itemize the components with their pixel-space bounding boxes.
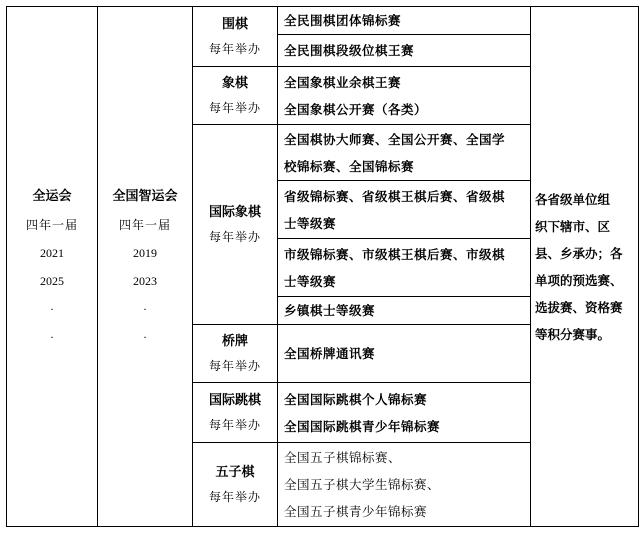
event-line: 全国五子棋锦标赛、 [284, 450, 402, 465]
national-games-title: 全运会 [32, 188, 72, 204]
competition-table [6, 6, 639, 527]
note-line: 单项的预选赛、 [535, 272, 623, 288]
event-cell [278, 67, 531, 125]
category-name: 围棋 [221, 16, 248, 32]
event-line: 全国国际跳棋个人锦标赛 [284, 391, 428, 407]
event-cell [278, 125, 531, 181]
mind-games-title: 全国智运会 [112, 188, 178, 204]
category-frequency: 每年举办 [208, 100, 261, 115]
event-cell [278, 443, 531, 527]
category-bridge [193, 325, 278, 383]
category-frequency: 每年举办 [208, 41, 261, 56]
event-cell [278, 239, 531, 297]
event-line: 士等级赛 [284, 273, 337, 289]
category-weiqi [193, 7, 278, 67]
category-chess [193, 125, 278, 325]
event-line: 全国象棋业余棋王赛 [284, 74, 402, 90]
national-games-year-2: 2025 [40, 273, 64, 288]
note-line: 选拔赛、资格赛 [535, 299, 623, 315]
category-xiangqi [193, 67, 278, 125]
event-line: 省级锦标赛、省级棋王棋后赛、省级棋 [284, 188, 506, 204]
event-cell [278, 181, 531, 239]
category-name: 国际象棋 [208, 204, 261, 220]
event-cell: 全民围棋团体锦标赛 [278, 7, 531, 35]
event-line: 校锦标赛、全国锦标赛 [284, 158, 415, 174]
mind-games-year-1: 2019 [133, 245, 157, 260]
event-line: 全国国际跳棋青少年锦标赛 [284, 418, 441, 434]
event-cell [278, 383, 531, 443]
mind-games-dot-2: · [143, 329, 147, 344]
event-line: 全国棋协大师赛、全国公开赛、全国学 [284, 131, 506, 147]
category-frequency: 每年举办 [208, 358, 261, 373]
event-line: 全国五子棋青少年锦标赛 [284, 504, 428, 519]
category-name: 国际跳棋 [208, 392, 261, 408]
event-line: 士等级赛 [284, 215, 337, 231]
event-cell: 全国桥牌通讯赛 [278, 325, 531, 383]
event-cell: 全民围棋段级位棋王赛 [278, 35, 531, 67]
national-games-dot-1: · [50, 301, 54, 316]
note-line: 各省级单位组 [535, 191, 611, 207]
national-games-cell [7, 7, 98, 527]
category-draughts [193, 383, 278, 443]
category-name: 象棋 [221, 75, 248, 91]
event-line: 全国象棋公开赛（各类） [284, 101, 428, 117]
category-frequency: 每年举办 [208, 417, 261, 432]
mind-games-cell [98, 7, 193, 527]
event-line: 全国五子棋大学生锦标赛、 [284, 477, 441, 492]
national-games-year-1: 2021 [40, 245, 64, 260]
category-frequency: 每年举办 [208, 229, 261, 244]
mind-games-dot-1: · [143, 301, 147, 316]
national-games-dot-2: · [50, 329, 54, 344]
note-line: 等积分赛事。 [535, 326, 611, 342]
note-line: 织下辖市、区 [535, 218, 611, 234]
category-gomoku [193, 443, 278, 527]
national-games-frequency: 四年一届 [25, 217, 78, 232]
category-frequency: 每年举办 [208, 489, 261, 504]
note-line: 县、乡承办；各 [535, 245, 623, 261]
mind-games-frequency: 四年一届 [118, 217, 171, 232]
category-name: 五子棋 [215, 464, 255, 480]
category-name: 桥牌 [221, 333, 248, 349]
event-cell: 乡镇棋士等级赛 [278, 297, 531, 325]
mind-games-year-2: 2023 [133, 273, 157, 288]
event-line: 市级锦标赛、市级棋王棋后赛、市级棋 [284, 246, 506, 262]
note-cell [531, 7, 639, 527]
